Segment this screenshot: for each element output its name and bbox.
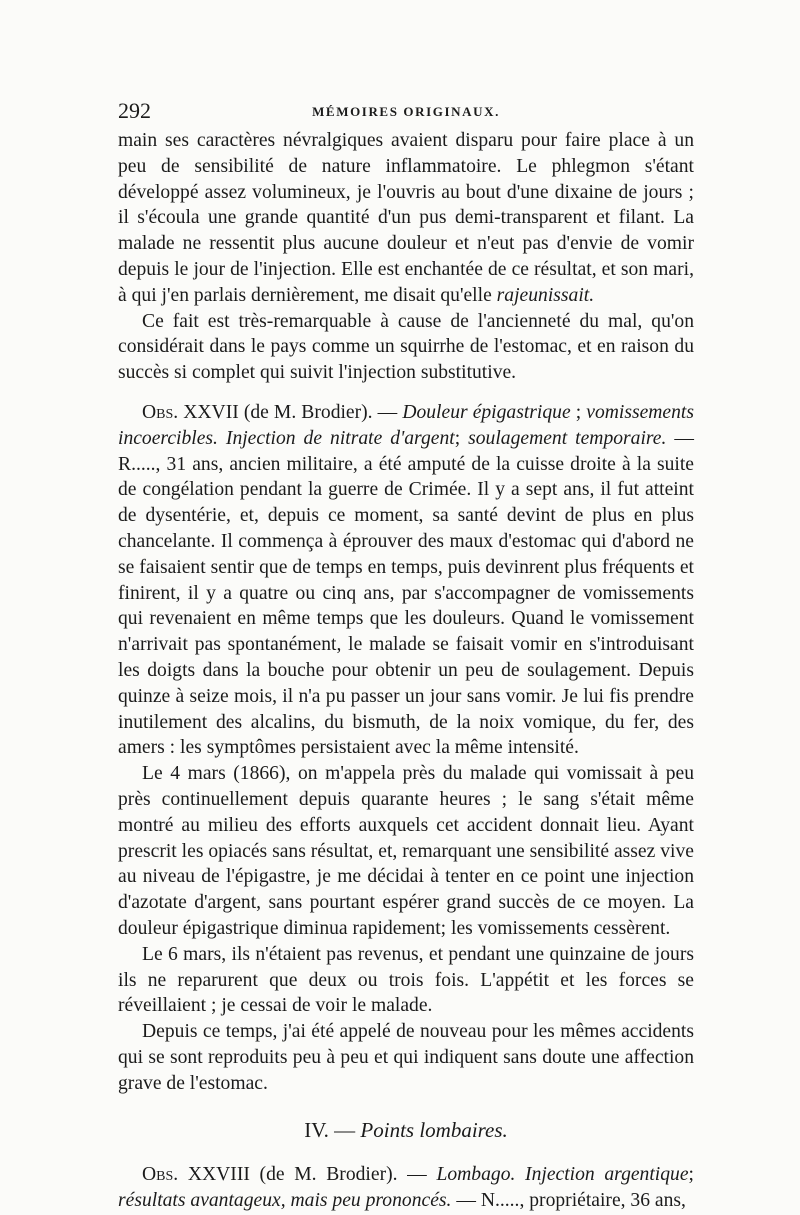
observation-body: — N....., propriétaire, 36 ans, bbox=[451, 1190, 686, 1212]
paragraph-march-4: Le 4 mars (1866), on m'appela près du malade qui vomissait à peu près continuellement depuis quarante heures ; le sang s'était même montré au milieu des efforts auxquels cet accident donnait lieu. Ayant prescrit les opiacés sans résultat, et, remarquant une sensibilité assez vive au niveau de l'épigastre, je me décidai à tenter en ce point une injection d'azotate d'argent, sans pourtant espérer grand succès de ce moyen. La douleur épigastrique diminua rapidement; les vomissements cessèrent. bbox=[118, 763, 694, 939]
observation-title-part: soulagement temporaire. bbox=[468, 427, 667, 449]
observation-body: — R....., 31 ans, ancien militaire, a été amputé de la cuisse droite à la suite de congélation pendant la guerre de Crimée. Il y a sept ans, il fut atteint de dysentérie, et, depuis ce moment, sa santé devint de plus en plus chancelante. Il commença à éprouver des maux d'estomac qui d'abord ne se faisaient sentir que de temps en temps, puis devinrent plus fréquents et finirent, il y a quatre ou cinq ans, par s'accompagner de vomissements qui revenaient en même temps que les douleurs. Quand le vomissement n'arrivait pas spontanément, le malade se faisait vomir en s'introduisant les doigts dans la bouche pour obtenir un peu de soulagement. Depuis quinze à seize mois, il n'a pu passer un jour sans vomir. Je lui fis prendre inutilement des alcalins, du bismuth, de la noix vomique, du fer, des amers : les symptômes persistaient avec la même intensité. bbox=[118, 427, 694, 759]
observation-author: (de M. Brodier). — bbox=[249, 1164, 437, 1186]
section-heading bbox=[118, 1118, 694, 1144]
separator: ; bbox=[454, 427, 469, 449]
page-header bbox=[118, 98, 694, 124]
observation-28 bbox=[118, 1162, 694, 1214]
paragraph-continuation bbox=[118, 128, 694, 309]
observation-title-part: Douleur épigastrique bbox=[402, 401, 571, 423]
observation-label: Obs. XXVIII bbox=[142, 1164, 250, 1186]
observation-27 bbox=[118, 400, 694, 761]
paragraph-text: main ses caractères névralgiques avaient disparu pour faire place à un peu de sensibilité de nature inflammatoire. Le phlegmon s'étant développé assez volumineux, je l'ouvris au bout d'une dixaine de jours ; il s'écoula une grande quantité d'un pus demi-transparent et filant. La malade ne ressentit plus aucune douleur et n'eut pas d'envie de vomir depuis le jour de l'injection. Elle est enchantée de ce résultat, et son mari, à qui j'en parlais dernièrement, me disait qu'elle bbox=[118, 130, 694, 306]
observation-title-part: vomissements incoercibles. Injection de nitrate d'argent bbox=[118, 401, 694, 449]
paragraph-march-6: Le 6 mars, ils n'étaient pas revenus, et pendant une quinzaine de jours ils ne reparurent que deux ou trois fois. L'appétit et les forces se réveillaient ; je cessai de voir le malade. bbox=[118, 943, 694, 1017]
section-number: IV. — bbox=[304, 1118, 361, 1143]
paragraph-since: Depuis ce temps, j'ai été appelé de nouveau pour les mêmes accidents qui se sont reproduits peu à peu et qui indiquent sans doute une affection grave de l'estomac. bbox=[118, 1021, 694, 1094]
separator: ; bbox=[570, 401, 587, 423]
italic-word: rajeunissait. bbox=[496, 284, 595, 306]
section-title: Points lombaires. bbox=[360, 1118, 508, 1143]
paragraph-remark: Ce fait est très-remarquable à cause de l'ancienneté du mal, qu'on considérait dans le pays comme un squirrhe de l'estomac, et en raison du succès si complet qui suivit l'injection substitutive. bbox=[118, 310, 694, 384]
body-text bbox=[118, 128, 694, 1214]
separator: ; bbox=[688, 1164, 694, 1186]
observation-label: Obs. XXVII bbox=[142, 401, 239, 423]
observation-title-part: Lombago. Injection argentique bbox=[436, 1164, 689, 1186]
running-head: MÉMOIRES ORIGINAUX. bbox=[312, 104, 500, 119]
observation-author: (de M. Brodier). — bbox=[238, 401, 403, 423]
observation-title-part: résultats avantageux, mais peu prononcés. bbox=[118, 1190, 452, 1212]
page-number: 292 bbox=[118, 98, 151, 123]
